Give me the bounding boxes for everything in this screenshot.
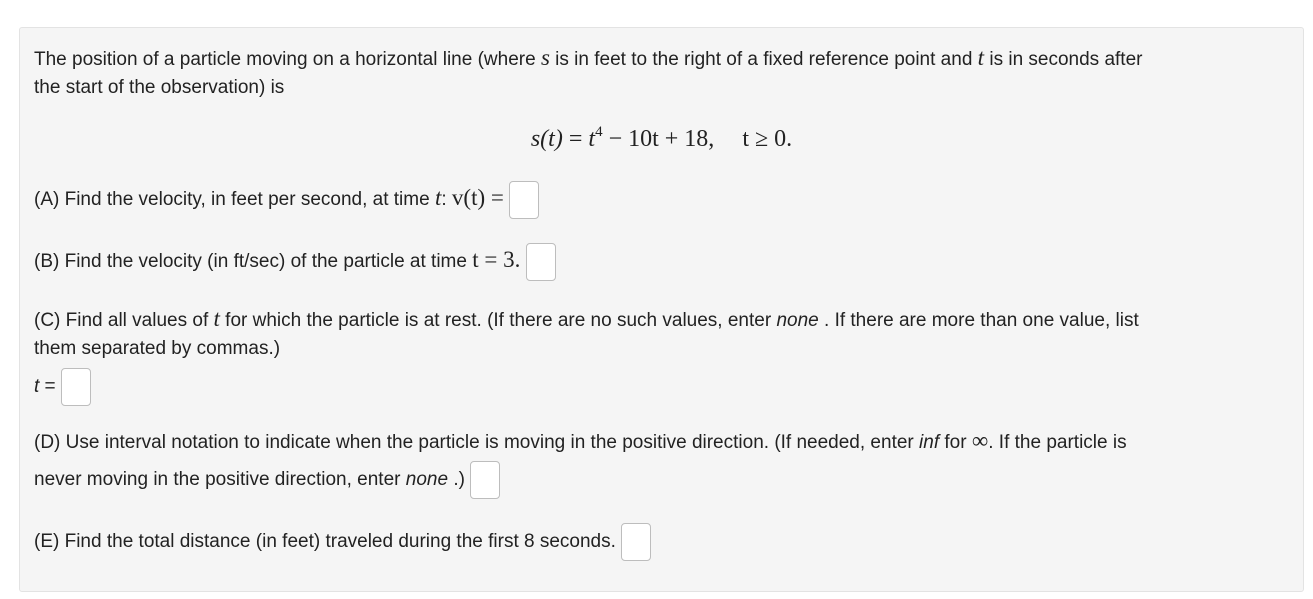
part-d-text: for — [939, 432, 972, 453]
part-a-text: (A) Find the velocity, in feet per second, at time — [34, 189, 435, 211]
part-d-text: (D) Use interval notation to indicate when the particle is moving in the positive direction. (If needed, enter — [34, 432, 920, 453]
part-d-line-1 — [34, 426, 1127, 458]
rest-times-input[interactable] — [61, 368, 91, 406]
equation-rest: − 10t + 18, — [602, 126, 715, 152]
part-c-text: . If there are more than one value, list — [818, 310, 1139, 331]
part-b — [34, 243, 556, 281]
velocity-at-3-input[interactable] — [526, 243, 556, 281]
part-a-colon: : — [441, 189, 452, 211]
intro-line-1 — [34, 43, 1142, 75]
part-c-text: (C) Find all values of — [34, 310, 214, 331]
part-b-text: (B) Find the velocity (in ft/sec) of the particle at time — [34, 251, 473, 273]
intro-line-2: the start of the observation) is — [34, 77, 285, 98]
var-t: t — [977, 45, 985, 70]
intro-text: is in feet to the right of a fixed reference point and — [549, 49, 978, 70]
intro-text: is in seconds after — [984, 49, 1143, 70]
part-d-inf: inf — [919, 432, 940, 453]
part-c-line-2: them separated by commas.) — [34, 338, 281, 359]
part-c-eq-label: = — [39, 376, 56, 398]
part-c-none: none — [776, 310, 819, 331]
part-d-text: .) — [448, 469, 465, 491]
equation-exponent: 4 — [595, 124, 603, 140]
part-a-var: t — [434, 185, 442, 211]
part-d-none: none — [405, 469, 449, 491]
part-d-text: . If the particle is — [988, 432, 1127, 453]
intro-text: The position of a particle moving on a horizontal line (where — [34, 49, 541, 70]
part-c-t-label: t — [34, 376, 40, 398]
part-c-var: t — [213, 306, 220, 331]
part-c-answer-row — [34, 368, 91, 406]
equation-condition: t ≥ 0. — [742, 126, 793, 152]
problem-panel — [19, 27, 1304, 592]
part-c-line-1 — [34, 304, 1139, 336]
part-d-infinity: ∞ — [971, 428, 989, 453]
velocity-answer-input[interactable] — [509, 181, 539, 219]
part-e-text: (E) Find the total distance (in feet) traveled during the first 8 seconds. — [34, 531, 616, 553]
part-a — [34, 181, 539, 219]
total-distance-input[interactable] — [621, 523, 651, 561]
equation-t: t — [588, 126, 596, 152]
part-a-expr: v(t) = — [451, 185, 504, 211]
part-d-line-2 — [34, 461, 500, 499]
equation-equals: = — [562, 126, 589, 152]
positive-direction-input[interactable] — [470, 461, 500, 499]
equation-lhs: s(t) — [530, 126, 563, 152]
position-equation — [20, 124, 1303, 157]
part-e — [34, 523, 651, 561]
part-c-text: for which the particle is at rest. (If there are no such values, enter — [219, 310, 777, 331]
var-s: s — [540, 45, 550, 70]
part-b-expr: t = 3. — [472, 247, 521, 273]
part-d-text: never moving in the positive direction, enter — [34, 469, 406, 491]
